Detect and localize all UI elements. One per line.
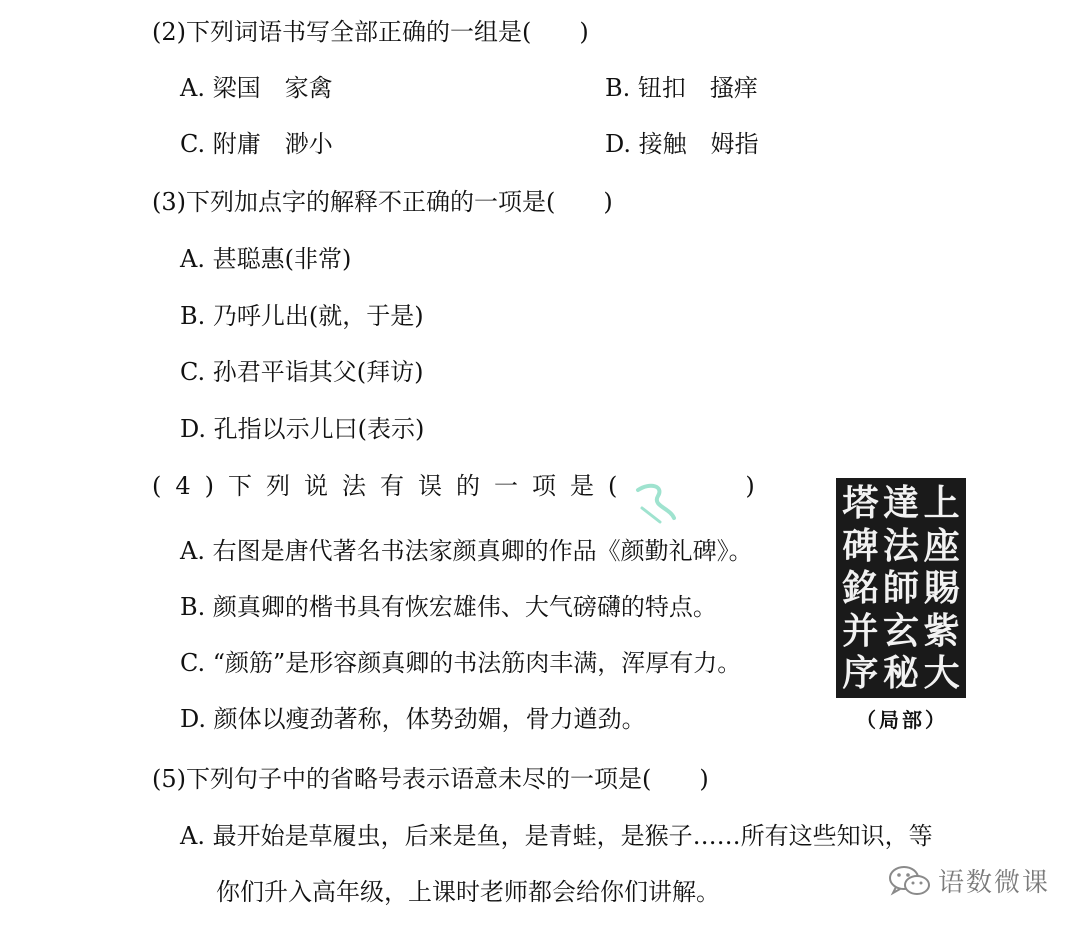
calligraphy-column: [840, 482, 880, 694]
question-5-stem: (5)下列句子中的省略号表示语意未尽的一项是( ): [152, 765, 709, 793]
calligraphy-char: 碑: [842, 524, 879, 567]
question-4-stem: (4)下列说法有误的一项是( ): [152, 472, 769, 500]
calligraphy-char: 師: [882, 567, 919, 609]
calligraphy-char: 賜: [923, 567, 960, 609]
wechat-icon: [888, 864, 932, 898]
brand-watermark: [888, 862, 1050, 899]
question-4-option-d: D. 颜体以瘦劲著称，体势劲媚，骨力遒劲。: [180, 705, 646, 733]
question-4-option-c: C. “颜筋”是形容颜真卿的书法筋肉丰满，浑厚有力。: [180, 649, 742, 677]
calligraphy-column: [922, 482, 962, 694]
question-3-option-b: B. 乃呼儿出(就，于是): [180, 302, 424, 330]
calligraphy-char: 法: [882, 524, 919, 567]
calligraphy-char: 序: [842, 652, 879, 694]
calligraphy-char: 紫: [923, 609, 960, 652]
question-3-option-d: D. 孔指以示儿曰(表示): [180, 415, 425, 443]
calligraphy-image: [836, 478, 966, 698]
question-5-option-a-line2: 你们升入高年级，上课时老师都会给你们讲解。: [216, 878, 720, 906]
question-3-stem: (3)下列加点字的解释不正确的一项是( ): [152, 188, 613, 216]
question-2-stem: (2)下列词语书写全部正确的一组是( ): [152, 18, 589, 46]
calligraphy-char: 達: [882, 482, 919, 524]
brand-name: 语数微课: [938, 868, 1051, 898]
watermark-mark-icon: [630, 478, 690, 528]
calligraphy-char: 銘: [842, 567, 879, 609]
question-5-option-a-line1: A. 最开始是草履虫，后来是鱼，是青蛙，是猴子……所有这些知识，等: [180, 822, 933, 850]
question-4-option-a: A. 右图是唐代著名书法家颜真卿的作品《颜勤礼碑》。: [180, 537, 753, 565]
calligraphy-char: 塔: [842, 482, 879, 524]
question-3-option-a: A. 甚聪惠(非常): [180, 245, 352, 273]
calligraphy-column: [881, 482, 921, 694]
calligraphy-char: 座: [923, 524, 960, 567]
calligraphy-char: 上: [923, 482, 960, 524]
question-4-option-b: B. 颜真卿的楷书具有恢宏雄伟、大气磅礴的特点。: [180, 593, 717, 621]
question-2-option-b: B. 钮扣 搔痒: [605, 74, 758, 102]
calligraphy-char: 秘: [882, 652, 919, 694]
calligraphy-caption: （局部）: [856, 708, 948, 732]
question-2-option-a: A. 梁国 家禽: [180, 74, 333, 102]
calligraphy-char: 大: [923, 652, 960, 694]
question-2-option-d: D. 接触 姆指: [605, 130, 759, 158]
calligraphy-char: 并: [842, 609, 879, 652]
question-2-option-c: C. 附庸 渺小: [180, 130, 333, 158]
calligraphy-char: 玄: [882, 609, 919, 652]
question-3-option-c: C. 孙君平诣其父(拜访): [180, 358, 424, 386]
